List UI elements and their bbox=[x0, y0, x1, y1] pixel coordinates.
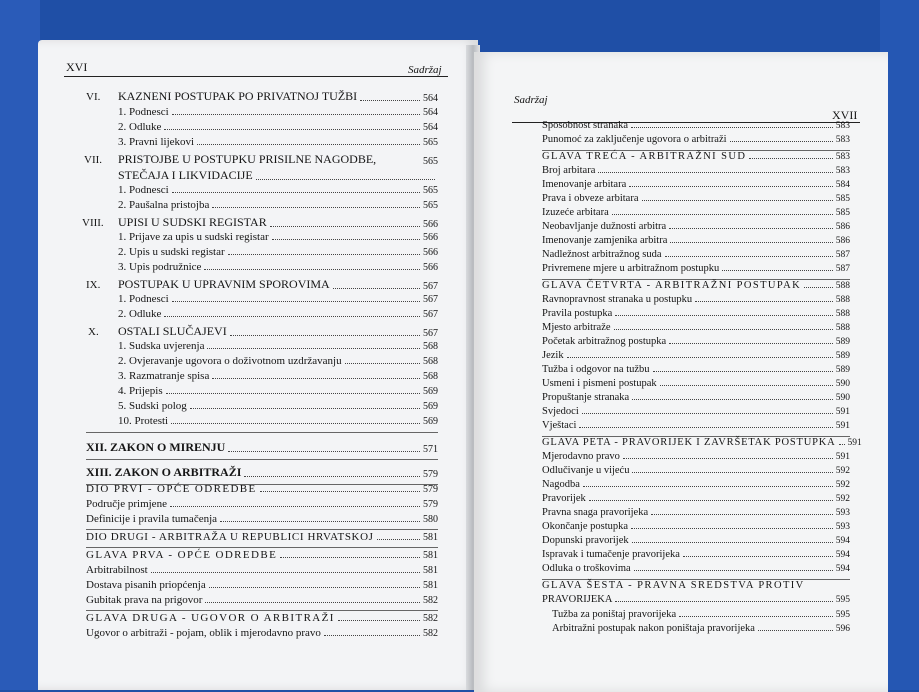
toc-entry: Tužba za poništaj pravorijeka 595 bbox=[552, 609, 850, 620]
toc-entry: Nadležnost arbitražnog suda 587 bbox=[542, 249, 850, 260]
toc-entry: Odluka o troškovima 594 bbox=[542, 563, 850, 574]
toc-entry: Područje primjene 579 bbox=[86, 498, 438, 510]
toc-entry: 2. Odluke 567 bbox=[118, 308, 438, 320]
toc-entry: Imenovanje zamjenika arbitra 586 bbox=[542, 235, 850, 246]
toc-entry: 1. Podnesci 565 bbox=[118, 184, 438, 196]
section-divider bbox=[86, 610, 438, 611]
toc-entry: Arbitražni postupak nakon poništaja pravorijeka 596 bbox=[552, 623, 850, 634]
toc-entry: GLAVA PRVA - OPĆE ODREDBE 581 bbox=[86, 549, 438, 561]
page-number: XVII bbox=[832, 108, 858, 122]
toc-entry: POSTUPAK U UPRAVNIM SPOROVIMA 567 bbox=[118, 277, 438, 292]
toc-entry: STEČAJA I LIKVIDACIJE bbox=[118, 168, 438, 183]
toc-entry: Usmeni i pismeni postupak 590 bbox=[542, 378, 850, 389]
toc-entry: Odlučivanje u vijeću 592 bbox=[542, 465, 850, 476]
toc-entry: 3. Upis podružnice 566 bbox=[118, 261, 438, 273]
toc-entry: DIO DRUGI - ARBITRAŽA U REPUBLICI HRVATSKOJ 581 bbox=[86, 531, 438, 543]
section-number: VI. bbox=[86, 91, 101, 103]
toc-entry: Nagodba 592 bbox=[542, 479, 850, 490]
toc-entry: Arbitrabilnost 581 bbox=[86, 564, 438, 576]
toc-entry: Prava i obveze arbitara 585 bbox=[542, 193, 850, 204]
toc-entry: 1. Sudska uvjerenja 568 bbox=[118, 340, 438, 352]
toc-entry: 4. Prijepis 569 bbox=[118, 385, 438, 397]
toc-entry: XII. ZAKON O MIRENJU 571 bbox=[86, 440, 438, 455]
table-surface-left bbox=[0, 0, 40, 690]
right-book-page bbox=[474, 52, 888, 692]
toc-entry: Ravnopravnost stranaka u postupku 588 bbox=[542, 294, 850, 305]
toc-entry: Dostava pisanih priopćenja 581 bbox=[86, 579, 438, 591]
section-number: VII. bbox=[84, 154, 103, 166]
header-rule bbox=[64, 76, 448, 77]
toc-entry: PRISTOJBE U POSTUPKU PRISILNE NAGODBE, 565 bbox=[118, 152, 438, 167]
toc-entry: 1. Podnesci 567 bbox=[118, 293, 438, 305]
toc-entry: Jezik 589 bbox=[542, 350, 850, 361]
toc-entry: 2. Odluke 564 bbox=[118, 121, 438, 133]
toc-entry: Ispravak i tumačenje pravorijeka 594 bbox=[542, 549, 850, 560]
left-book-page bbox=[38, 40, 478, 690]
section-divider bbox=[86, 432, 438, 433]
running-head: Sadržaj bbox=[408, 64, 442, 76]
toc-entry: Vještaci 591 bbox=[542, 420, 850, 431]
section-divider bbox=[86, 459, 438, 460]
toc-entry: Mjesto arbitraže 588 bbox=[542, 322, 850, 333]
toc-entry: 1. Prijave za upis u sudski registar 566 bbox=[118, 231, 438, 243]
toc-entry: Gubitak prava na prigovor 582 bbox=[86, 594, 438, 606]
toc-entry: UPISI U SUDSKI REGISTAR 566 bbox=[118, 215, 438, 230]
toc-entry: 10. Protesti 569 bbox=[118, 415, 438, 427]
toc-entry: Privremene mjere u arbitražnom postupku 587 bbox=[542, 263, 850, 274]
toc-entry: GLAVA ŠESTA - PRAVNA SREDSTVA PROTIV bbox=[542, 580, 805, 591]
toc-entry: Ugovor o arbitraži - pojam, oblik i mjerodavno pravo 582 bbox=[86, 627, 438, 639]
toc-entry: Imenovanje arbitara 584 bbox=[542, 179, 850, 190]
toc-entry: 2. Upis u sudski registar 566 bbox=[118, 246, 438, 258]
section-number: VIII. bbox=[82, 217, 104, 229]
toc-entry: Mjerodavno pravo 591 bbox=[542, 451, 850, 462]
toc-entry: Punomoć za zaključenje ugovora o arbitraži 583 bbox=[542, 134, 850, 145]
toc-entry: Neobavljanje dužnosti arbitra 586 bbox=[542, 221, 850, 232]
toc-entry: 3. Pravni lijekovi 565 bbox=[118, 136, 438, 148]
toc-entry: Svjedoci 591 bbox=[542, 406, 850, 417]
section-number: IX. bbox=[86, 279, 101, 291]
toc-entry: Sposobnost stranaka 583 bbox=[542, 120, 850, 131]
toc-entry: 2. Paušalna pristojba 565 bbox=[118, 199, 438, 211]
toc-entry: Dopunski pravorijek 594 bbox=[542, 535, 850, 546]
toc-entry: PRAVORIJEKA 595 bbox=[542, 594, 850, 605]
toc-entry: OSTALI SLUČAJEVI 567 bbox=[118, 324, 438, 339]
toc-entry: GLAVA ČETVRTA - ARBITRAŽNI POSTUPAK 588 bbox=[542, 280, 850, 291]
toc-entry: Pravila postupka 588 bbox=[542, 308, 850, 319]
toc-entry: Propuštanje stranaka 590 bbox=[542, 392, 850, 403]
toc-entry: 2. Ovjeravanje ugovora o doživotnom uzdržavanju 568 bbox=[118, 355, 438, 367]
toc-entry: 1. Podnesci 564 bbox=[118, 106, 438, 118]
toc-entry: KAZNENI POSTUPAK PO PRIVATNOJ TUŽBI 564 bbox=[118, 89, 438, 104]
toc-entry: XIII. ZAKON O ARBITRAŽI 579 bbox=[86, 465, 438, 480]
toc-entry: Okončanje postupka 593 bbox=[542, 521, 850, 532]
toc-entry: DIO PRVI - OPĆE ODREDBE 579 bbox=[86, 483, 438, 495]
section-number: X. bbox=[88, 326, 99, 338]
page-number: XVI bbox=[66, 60, 88, 74]
toc-entry: Pravorijek 592 bbox=[542, 493, 850, 504]
toc-entry: GLAVA TREĆA - ARBITRAŽNI SUD 583 bbox=[542, 151, 850, 162]
section-divider bbox=[86, 547, 438, 548]
toc-entry: Pravna snaga pravorijeka 593 bbox=[542, 507, 850, 518]
toc-entry: GLAVA DRUGA - UGOVOR O ARBITRAŽI 582 bbox=[86, 612, 438, 624]
section-divider bbox=[86, 529, 438, 530]
running-head: Sadržaj bbox=[514, 94, 548, 106]
toc-entry: Izuzeće arbitara 585 bbox=[542, 207, 850, 218]
toc-entry: 5. Sudski polog 569 bbox=[118, 400, 438, 412]
toc-entry: GLAVA PETA - PRAVORIJEK I ZAVRŠETAK POSTUPKA 591 bbox=[542, 437, 862, 448]
toc-entry: 3. Razmatranje spisa 568 bbox=[118, 370, 438, 382]
toc-entry: Početak arbitražnog postupka 589 bbox=[542, 336, 850, 347]
toc-entry: Definicije i pravila tumačenja 580 bbox=[86, 513, 438, 525]
toc-entry: Tužba i odgovor na tužbu 589 bbox=[542, 364, 850, 375]
toc-entry: Broj arbitara 583 bbox=[542, 165, 850, 176]
